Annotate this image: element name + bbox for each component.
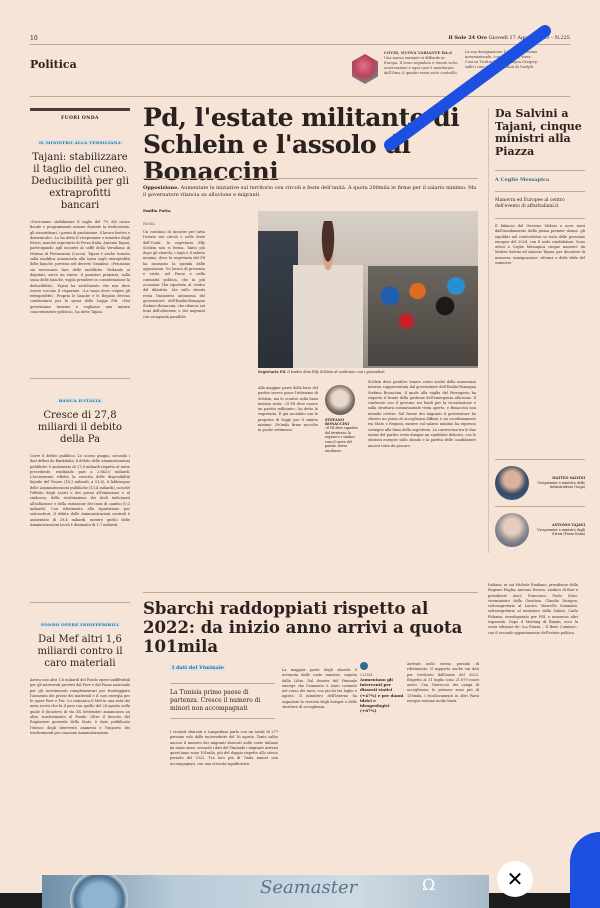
migranti-headline[interactable]: Sbarchi raddoppiati rispetto al 2022: da inizio anno arrivi a quota 101mila [143, 592, 478, 656]
advertisement-banner[interactable] [42, 875, 489, 908]
covid-box: COVID, NUOVA VARIANTE BA.6 Una nuova variante si diffonde in Europa. Il virus segnalato è tenuto sotto osservazione e ogni caso è monitorato dall'Oms: il quadro resta sotto controllo. La sua designazione: l'origine e il nome internazionale, con mutazioni; virus. Così su Twitter l'virologo Ryan Gregory, saliti i casi prima segnalati di Guelph. [352, 50, 590, 94]
story-body: Il bilancio del Governo Meloni a nove mesi dall'insediamento della prima premier donna: gli equilibri nel centrodestra in vista delle prossime europee del 2024, con il nodo candidature. Sono attesi a Ceglie Messapica cinque ministri: da Matteo Salvini ad Antonio Tajani, per discutere di manovra, immigrazione, riforme e delle sfide del semestre. [495, 218, 585, 459]
subhead: Manovra ed Europee al centro dell'evento di affaritaliani.it [495, 191, 585, 210]
divider [30, 602, 130, 603]
story-headline[interactable]: Dal Mef altri 1,6 miliardi contro il caro materiali [37, 634, 123, 669]
story-body: Arriva uno altri 1,6 miliardi del Fondo opere indifferibili per gli interventi previsti dal Pnrr e dal Piano nazionale per gli investimenti complementari per fronteggiare l'aumento dei prezzi dei materiali e il caro energia per le opere Pnrr e Pnc. Lo comunica il Mef in una nota dei mesi scorsi che fa il paio con quello del 24 agosto nella quale il dicastero di via XX Settembre annunciava un altro trasferimento al Fondo. Oltre il decreto del Ragioniere generale dello Stato, è stato pubblicato l'elenco degli interventi ammessi e l'importo dei trasferimenti per ciascuna Amministrazione. [30, 678, 130, 735]
article-column: Arrivati nello stesso periodo di riferimento. Il rapporto anche sui dati per territorio dall'inizio del 2023. Rispetto al 31 luglio sono 21.679 nuovi arrivi. Con l'intreccio dei campi di accoglienza: le persone sono più di 135mila, i ricollocamenti in altri Paesi europei restano molto bassi. [407, 662, 479, 704]
omega-logo-icon: Ω [422, 875, 436, 894]
left-column [30, 108, 130, 848]
main-headline[interactable]: Pd, l'estate militante di Schlein e l'assolo di Bonaccini [143, 103, 460, 186]
box-label: FUORI ONDA [30, 108, 130, 121]
profile-tajani: ANTONIO TAJANI Vicepremier e ministro degli Esteri (Forza Italia) [495, 506, 585, 553]
photo-caption: Segretaria Pd. Il leader dem Elly Schlein al confronto con i giornalisti [258, 370, 385, 374]
standfirst: Opposizione. Aumentate le iniziative sul territorio con circoli e feste dell'unità. A quota 200mila le firme per il salario minimo. Ma il governatore rilancia su alluvione e migranti [143, 178, 478, 199]
covid-title: COVID, NUOVA VARIANTE BA.6 [384, 50, 452, 55]
watch-image [70, 875, 128, 908]
divider [30, 378, 130, 379]
microphones [368, 266, 478, 366]
article-column: I cronisti sbarcati a Lampedusa parla con un totale di 277 persone solo dalle motovedette del 16 agosto. Tanto salito ancora il numero dei migranti sbarcati sulle coste italiane da inizio anno: secondo i dati del Viminale i migranti arrivati quest'anno sono 101mila, più del doppio rispetto allo stesso periodo del 2022. Tra loro più di 7mila minori non accompagnati, con una crescita significativa. [170, 730, 278, 766]
page-number: 10 [30, 34, 38, 42]
covid-col2: La sua designazione: l'origine e il nome internazionale, con mutazioni; virus. Così su Twitter l'virologo Ryan Gregory, saliti i casi prima segnalati di Guelph. [465, 50, 538, 69]
avatar [495, 466, 529, 500]
article-column: ROMA Un continuo di incontri per tutta l'estate nei circoli e nelle feste dell'Unità: la segretaria Elly Schlein non si ferma. Tanto più dopo gli sbarchi, i tagli e il salario minimo, dove la segretaria del Pd ha incassato la sponda delle opposizioni. Un lavoro di presenza e visite, nel Paese e nella comunità politica, che in più occasioni l'ha riportata al centro del dibattito. Ma sullo sfondo resta l'iniziativa autonoma del governatore dell'Emilia-Romagna Stefano Bonaccini, che rilancia sui temi dell'alluvione e dei migranti con un'agenda parallela. [143, 222, 205, 319]
byline: Emilia Patta [143, 208, 171, 213]
profile-bonaccini: STEFANO BONACCINI «Il Pd deve ripartire dal territorio: la regione e i sindaci sono il cuore del partito. Serve ascoltare» [325, 385, 363, 453]
masthead-date: Il Sole 24 Ore Giovedì 17 Agosto 2023 – N.225 [448, 35, 570, 41]
story-body: Corre il debito pubblico. Lo scorso giugno, secondo i dati diffusi da Bankitalia, il debito delle amministrazioni pubbliche è aumentato di 27,8 miliardi rispetto al mese precedente, risultando pari a 2.843,0 miliardi. L'incremento riflette la crescita delle disponibilità liquide del Tesoro (14,1 miliardi, a 51,8), il fabbisogno delle Amministrazioni pubbliche (13,4 miliardi), nonché l'effetto degli scarti e dei premi all'emissione e al rimborso, della rivalutazione dei titoli indicizzati all'inflazione e della variazione dei tassi di cambio (0,3 miliardi). Con riferimento alla ripartizione per sottosettori, il debito delle Amministrazioni centrali è aumentato di 29,4 miliardi, mentre quello delle Amministrazioni locali è diminuito di 1,7 miliardi. [30, 454, 130, 527]
article-column: Schlein deve peraltro tenere conto anche della minoranza interna, rappresentata dal governatore dell'Emilia-Romagna Stefano Bonaccini, il quale alla vigilia del Ferragosto ha riaperto il fronte della gestione dell'emergenza alluvione. Il confronto con il governo sui fondi per la ricostruzione e sulla struttura commissariale resta aperto, e Bonaccini non intende cedere. Sul fronte dei migranti il governatore ha chiesto un piano di accoglienza diffusa e un coordinamento tra Stato e Regioni, mentre sul salario minimo ha espresso sostegno alla linea della segreteria. La convivenza tra le due anime del partito resta dunque un equilibrio delicato, con le elezioni europee sullo sfondo e la partita delle candidature ancora tutta da giocare. [368, 380, 476, 448]
kicker: IL MINISTRO ALLA VERSILIANA [38, 140, 122, 145]
article-photo[interactable] [258, 211, 478, 368]
story-body: «Dovremmo stabilizzare il taglio del 7% del cuneo fiscale e programmare misure durante la tredicesima, gli straordinari, i premi di produzione, il lavoro festivo e domenicale». Lo ha detto il vicepremier e ministro degli Esteri, nonché segretario di Forza Italia, Antonio Tajani, partecipando agli incontri al caffè della Versiliana di Marina di Pietrasanta (Lucca). Tajani è anche tornato sulla modifica annunciata alla tassa sugli extraprofitti delle banche, prevista nel decreto Omnibus. «Pensiamo sia necessario fare delle modifiche. Parlando ai deputati, serve un rinvio: il pensiero primario, sulla tassa delle banche, voglio prendere in considerazione la deducibilità». Tajani ha sottolineato che non deve essere toccato il risparmio. «La tassa deve colpire gli extraprofitti». Proprio le banche e le Regioni devono confrontarsi per la spesa della Legge Fdi. «Noi governiamo insieme e vogliamo una misura concretamente politica», ha detto Tajani. [30, 220, 130, 315]
ad-brand: Seamaster [260, 877, 358, 898]
close-ad-button[interactable]: ✕ [497, 861, 533, 897]
divider [30, 96, 570, 97]
story-headline[interactable]: Tajani: stabilizzare il taglio del cuneo. Deducibilità per gli extraprofitti bancari [31, 152, 129, 211]
drop-icon [360, 662, 368, 670]
avatar [495, 513, 529, 547]
kicker: FONDO OPERE INDIFFERIBILI [41, 622, 119, 627]
section-title: Politica [30, 58, 77, 71]
kicker: A Ceglie Messapica [495, 170, 585, 183]
stat-box: CLIMA Aumentano gli interventi per dissesti statici (+47%) e per danni idrici e idrogeologici (+87%) [360, 662, 405, 713]
article-column: Alla maggior parte della base del partito invece piace l'attivismo di Schlein, ma lo scontro sulla linea interna resta. «Il Pd deve essere un partito militante», ha detto la segretaria. È già accaduto con le proposte di legge per il salario minimo: 200mila firme raccolte in poche settimane. [258, 386, 318, 433]
virus-hexagon-icon [352, 54, 378, 84]
profile-salvini: MATTEO SALVINI Vicepremier e ministro delle Infrastrutture (Lega) [495, 459, 585, 506]
article-column: La maggior parte degli sbarchi è avvenuta dalle coste tunisine, seguita dalla Libia. Dal dossier del Viminale emerge che l'aumento è stato costante nel corso dei mesi, con picchi tra luglio e agosto. Il ministero dell'Interno ha segnalato la crescita degli hotspot e delle strutture di accoglienza. [282, 668, 357, 710]
right-column [488, 108, 585, 553]
avatar [325, 385, 355, 415]
boxed-summary: La Tunisia primo paese di partenza. Cresce il numero di minori non accompagnati [170, 683, 275, 719]
story-headline[interactable]: Da Salvini a Tajani, cinque ministri alla Piazza [495, 107, 582, 158]
article-column: Italiana, in cui Michele Emiliano, presidente della Regione Puglia; Antonio Decaro, sindaco di Bari e presidente Anci; Francesco Paolo Sisto, viceministro della Giustizia, Claudio Durigon, sottosegretario al Lavoro, Marcello Gemmato, sottosegretario al ministero della Salute, Carlo Fidanza, eurodeputato per FdI, e numerosi altri esponenti. Dopo il Meeting di Rimini, ecco la sesta edizione de «La Piazza – Il Bene Comune», con il secondo appuntamento dell'estate politica. [488, 583, 578, 635]
kicker: I dati del Viminale [172, 665, 224, 671]
story-headline[interactable]: Cresce di 27,8 miliardi il debito della Pa [37, 410, 123, 445]
kicker: BANCA D'ITALIA [58, 398, 102, 403]
page-header-bar [30, 32, 570, 45]
